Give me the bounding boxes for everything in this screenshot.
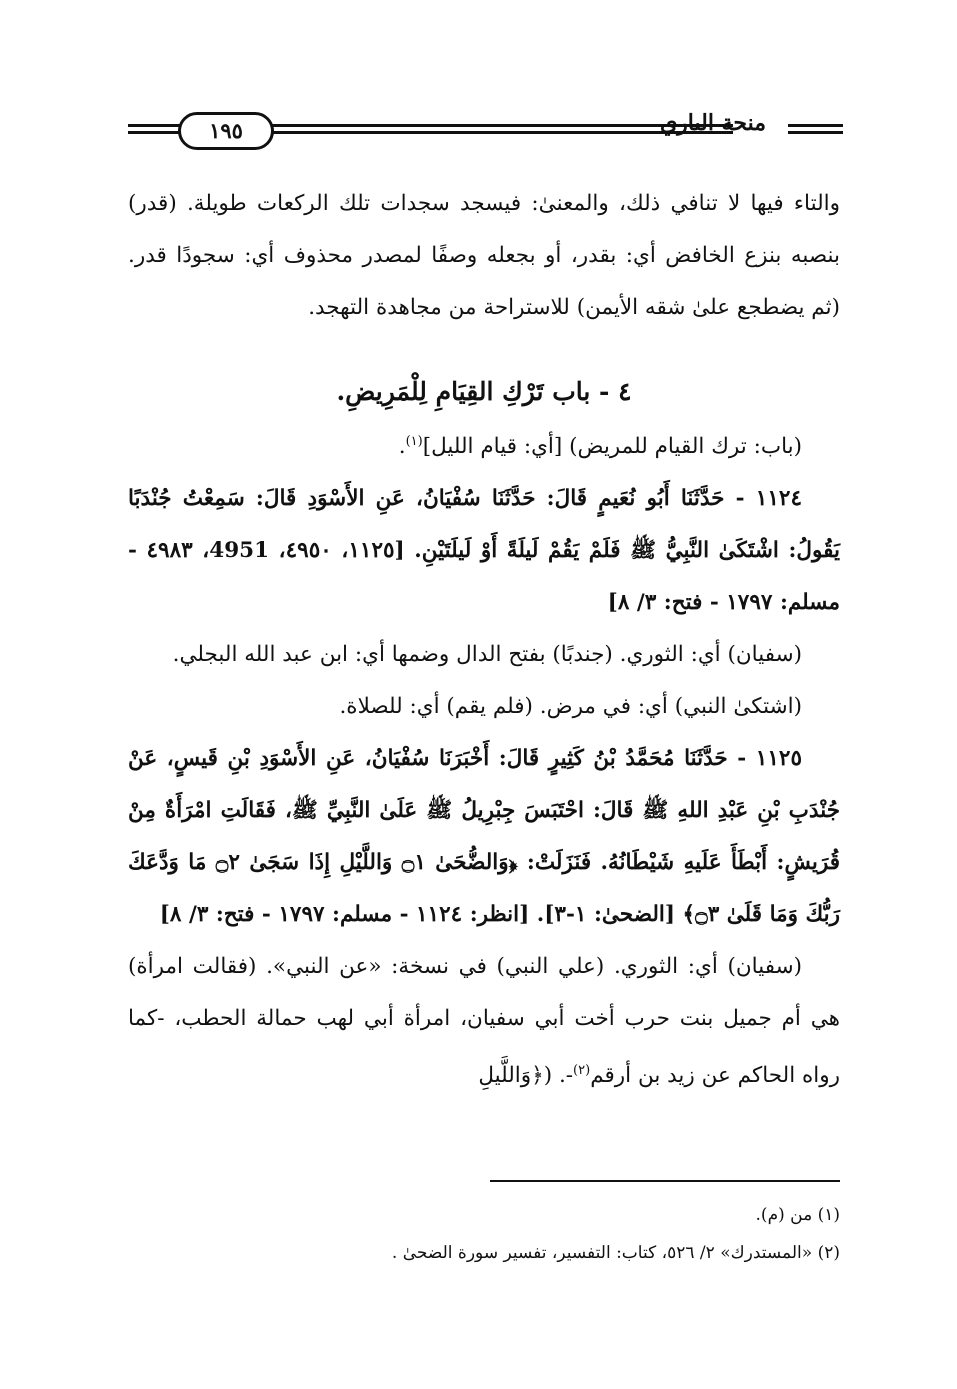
- header-rule-right: [788, 124, 843, 134]
- hadith-1124: ١١٢٤ - حَدَّثَنَا أَبُو نُعَيمٍ قَالَ: حَدَّثَنَا سُفْيَانُ، عَنِ الأَسْوَدِ قَالَ: سَمِعْتُ جُنْدَبًا يَقُولُ: اشْتَكَىٰ النَّبِيُّ ﷺ فَلَمْ يَقُمْ لَيلَةً أَوْ لَيلَتَيْنِ. [١١٢٥، ٤٩٥٠، 4951، ٤٩٨٣ - مسلم: ١٧٩٧ - فتح: ٣/ ٨]: [128, 486, 840, 616]
- footnote-ref-2: (٢): [573, 1063, 591, 1079]
- page-header: [128, 104, 840, 154]
- page-number: ١٩٥: [178, 112, 274, 150]
- footnote-2: (٢) «المستدرك» ٢/ ٥٢٦، كتاب: التفسير، تفسير سورة الضحىٰ .: [391, 1243, 840, 1263]
- paragraph-ishtaka: (اشتكىٰ النبي) أي: في مرض. (فلم يقم) أي: للصلاة.: [339, 694, 802, 720]
- paragraph-bab: [128, 416, 840, 473]
- paragraph-sufyan-2-text: (سفيان) أي: الثوري. (علي النبي) في نسخة: «عن النبي». (فقالت امرأة) هي أم جميل بنت حرب أخت أبي سفيان، امرأة أبي لهب حمالة الحطب، -كما رواه الحاكم عن زيد بن أرقم: [128, 954, 840, 1089]
- paragraph-sufyan-2-tail: -. (﴿وَاللَّيلِ: [478, 1063, 574, 1089]
- paragraph-sufyan-1: (سفيان) أي: الثوري. (جندبًا) بفتح الدال وضمها أي: ابن عبد الله البجلي.: [172, 642, 802, 668]
- chapter-heading: ٤ - باب تَرْكِ القِيَامِ لِلْمَرِيضِ.: [336, 377, 632, 406]
- paragraph-bab-tail: .: [398, 434, 406, 460]
- main-text: [128, 178, 840, 1102]
- paragraph-sufyan-2: [128, 941, 840, 1102]
- footnotes: [128, 1196, 840, 1272]
- footnote-divider: [490, 1180, 840, 1182]
- paragraph-intro: والتاء فيها لا تنافي ذلك، والمعنىٰ: فيسجد سجدات تلك الركعات طويلة. (قدر) بنصبه بنزع الخافض أي: بقدر، أو بجعله وصفًا لمصدر محذوف أي: سجودًا قدر. (ثم يضطجع علىٰ شقه الأيمن) للاستراحة من مجاهدة التهجد.: [128, 191, 840, 320]
- paragraph-bab-text: (باب: ترك القيام للمريض) [أي: قيام الليل]: [422, 434, 802, 460]
- hadith-1125: ١١٢٥ - حَدَّثَنَا مُحَمَّدُ بْنُ كَثِيرٍ قَالَ: أَخْبَرَنَا سُفْيَانُ، عَنِ الأَسْوَدِ بْنِ قَيسٍ، عَنْ جُنْدَبِ بْنِ عَبْدِ اللهِ ﷺ قَالَ: احْتَبَسَ جِبْرِيلُ ﷺ عَلَىٰ النَّبِيِّ ﷺ، فَقَالَتِ امْرَأَةٌ مِنْ قُرَيشٍ: أَبْطَأَ عَلَيهِ شَيْطَانُهُ. فَنَزَلَتْ: ﴿وَالضُّحَىٰ ۝١ وَاللَّيْلِ إِذَا سَجَىٰ ۝٢ مَا وَدَّعَكَ رَبُّكَ وَمَا قَلَىٰ ۝٣﴾ [الضحىٰ: ١-٣]. [انظر: ١١٢٤ - مسلم: ١٧٩٧ - فتح: ٣/ ٨]: [128, 746, 840, 928]
- header-rule-left: [128, 124, 183, 134]
- footnote-1: (١) من (م).: [755, 1205, 840, 1225]
- book-title: منحة الباري: [659, 110, 767, 136]
- footnote-ref-1: (١): [405, 434, 423, 449]
